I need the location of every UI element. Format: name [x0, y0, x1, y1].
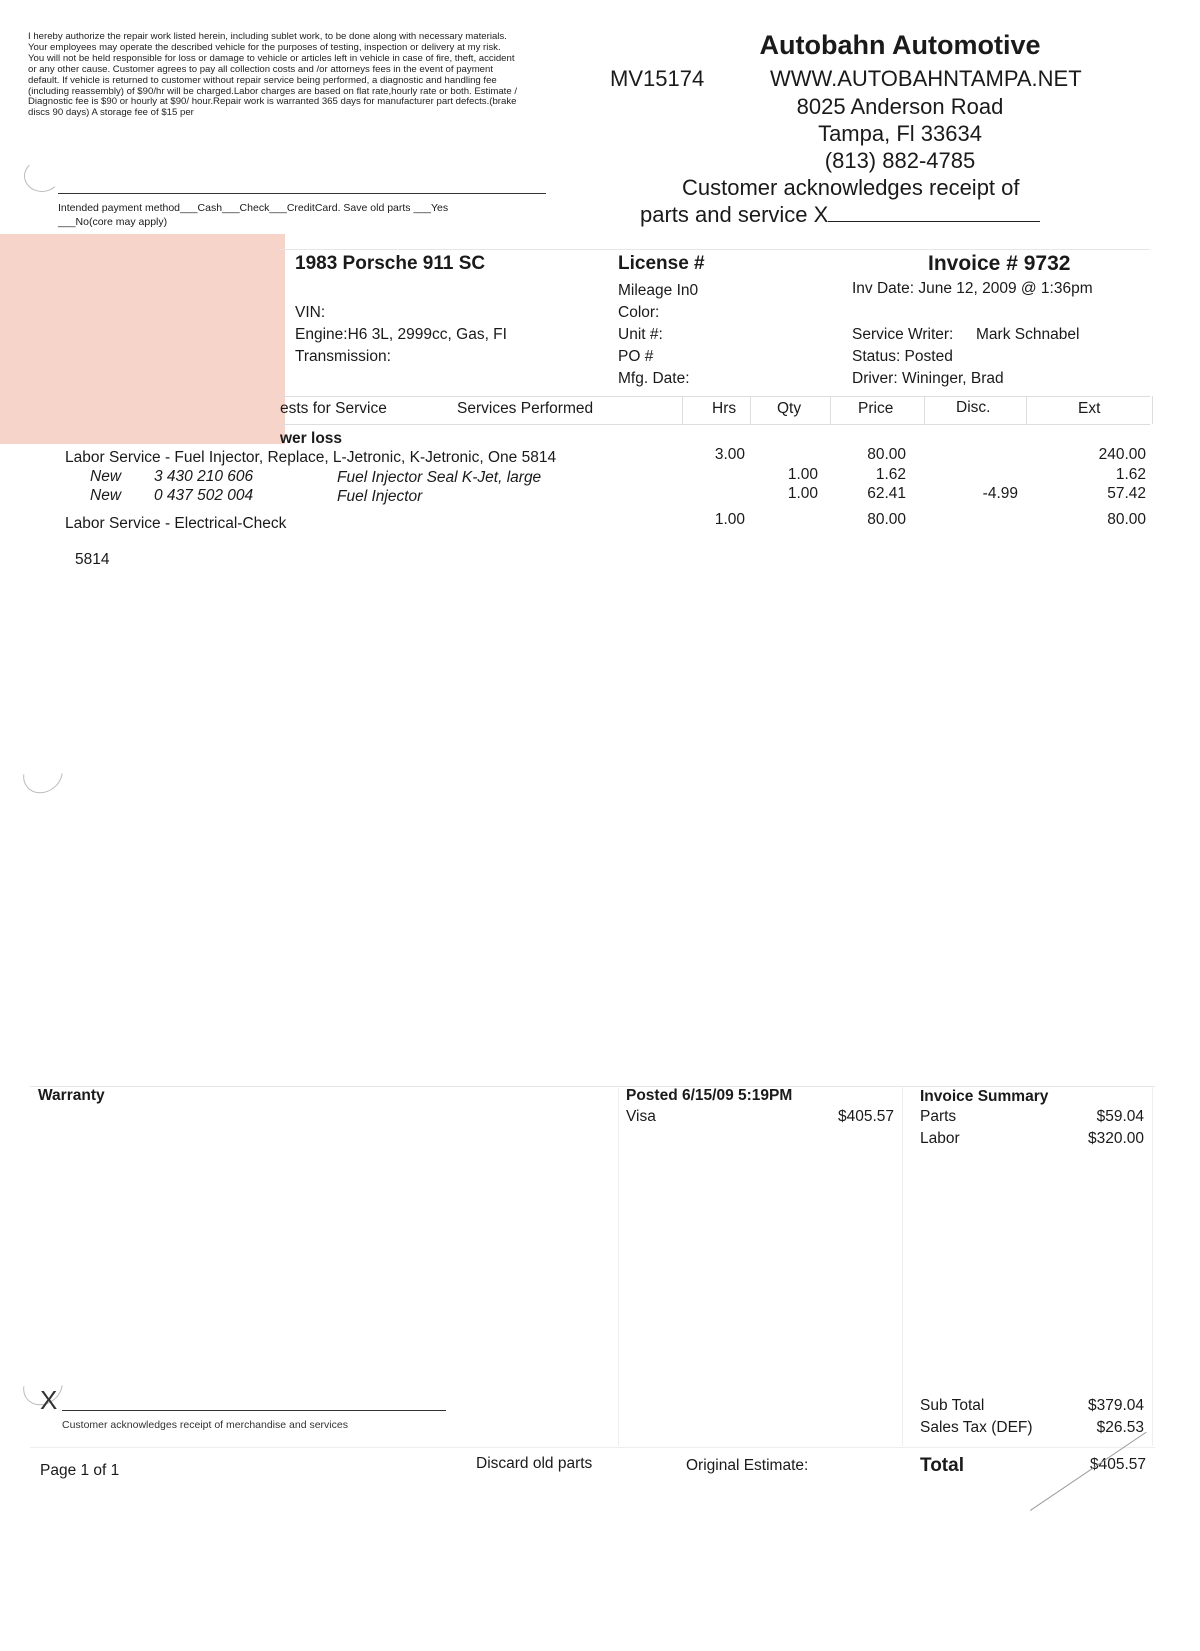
subtotal-label: Sub Total: [920, 1397, 985, 1414]
bottom-rule: [30, 1447, 1155, 1448]
part-qty: 1.00: [787, 485, 818, 502]
part-qty: 1.00: [787, 466, 818, 483]
line-item-price: 80.00: [867, 511, 906, 528]
header-divider: [280, 249, 1150, 250]
warranty-label: Warranty: [38, 1087, 105, 1104]
column-header-bottom-rule: [280, 424, 1150, 425]
discard-old-parts: Discard old parts: [476, 1455, 593, 1472]
part-ext: 57.42: [1107, 485, 1146, 502]
sales-tax-label: Sales Tax (DEF): [920, 1419, 1033, 1436]
redacted-customer-info: [0, 234, 285, 444]
invoice-status: Status: Posted: [852, 348, 953, 365]
request-title: wer loss: [280, 430, 343, 447]
footer-divider: [1152, 1086, 1153, 1446]
unit-label: Unit #:: [618, 326, 663, 343]
part-price: 1.62: [875, 466, 906, 483]
color-label: Color:: [618, 304, 660, 321]
payment-method-section: [58, 201, 558, 229]
parts-value: $59.04: [1096, 1108, 1144, 1125]
qty-header: Qty: [777, 400, 802, 417]
footer-divider: [618, 1086, 619, 1446]
sales-tax-value: $26.53: [1096, 1419, 1144, 1436]
line-item-hrs: 3.00: [714, 446, 745, 463]
footer-top-rule: [30, 1086, 1155, 1087]
labor-value: $320.00: [1087, 1130, 1144, 1147]
shop-website: WWW.AUTOBAHNTAMPA.NET: [770, 66, 1082, 91]
shop-phone: (813) 882-4785: [824, 148, 976, 173]
original-estimate: Original Estimate:: [686, 1457, 809, 1474]
ack-line-1: Customer acknowledges receipt of: [682, 175, 1020, 200]
part-condition: New: [90, 468, 122, 485]
total-value: $405.57: [1089, 1456, 1146, 1473]
part-discount: -4.99: [982, 485, 1018, 502]
part-price: 62.41: [867, 485, 906, 502]
total-label: Total: [920, 1455, 964, 1476]
customer-ack: [640, 174, 1080, 228]
po-label: PO #: [618, 348, 654, 365]
payment-method-line: Intended payment method___Cash___Check___CreditCard. Save old parts ___Yes: [58, 202, 449, 214]
shop-name: Autobahn Automotive: [759, 30, 1041, 60]
binder-hole-mark: [24, 160, 60, 192]
part-condition: New: [90, 487, 122, 504]
column-divider: [924, 396, 925, 424]
part-description: Fuel Injector: [337, 488, 423, 505]
discount-header: Disc.: [956, 399, 991, 416]
driver: Driver: Wininger, Brad: [852, 370, 1004, 387]
column-divider: [830, 396, 831, 424]
line-item-ext: 240.00: [1098, 446, 1146, 463]
payment-type: Visa: [626, 1108, 656, 1125]
part-number: 3 430 210 606: [154, 468, 254, 485]
vin-label: VIN:: [295, 304, 326, 321]
vehicle-name: 1983 Porsche 911 SC: [295, 253, 486, 274]
invoice-date: Inv Date: June 12, 2009 @ 1:36pm: [852, 280, 1093, 297]
note-code: 5814: [75, 551, 110, 568]
column-divider: [1152, 396, 1153, 424]
part-description: Fuel Injector Seal K-Jet, large: [337, 469, 542, 486]
invoice-number: Invoice # 9732: [928, 252, 1071, 275]
authorization-text: I hereby authorize the repair work listed herein, including sublet work, to be done along with necessary materials. Your employees may operate the described vehicle for the purposes of testing, inspection or delivery at my risk. You will not be held responsible for loss or damage to vehicle or articles left in vehicle in case of fire, theft, accident or any other cause. Customer agrees to pay all collection costs and /or attorneys fees in the event of payment default. If vehicle is returned to customer without repair service being performed, a diagnostic and handling fee (including reassembly) of $90/hr will be charged.Labor charges are based on flat rate,hourly rate or both. Estimate / Diagnostic fee is $90 or hourly at $90/ hour.Repair work is warranted 365 days for manufacturer part defects.(brake discs 90 days) A storage fee of $15 per: [28, 31, 518, 119]
parts-label: Parts: [920, 1108, 957, 1125]
service-writer-label: Service Writer:: [852, 326, 954, 343]
license-heading: License #: [618, 253, 705, 274]
ext-header: Ext: [1078, 400, 1101, 417]
part-ext: 1.62: [1115, 466, 1146, 483]
column-header-top-rule: [280, 396, 1150, 397]
mv-number: MV15174: [610, 66, 705, 91]
labor-label: Labor: [920, 1130, 960, 1147]
page-number: Page 1 of 1: [40, 1462, 120, 1479]
services-performed-header: Services Performed: [457, 400, 594, 417]
invoice-summary-heading: Invoice Summary: [920, 1088, 1049, 1105]
merchandise-signature-line: [62, 1410, 446, 1411]
authorization-signature-line: [58, 193, 546, 194]
posted-date: Posted 6/15/09 5:19PM: [626, 1087, 793, 1104]
ack-signature-line: [828, 201, 1040, 222]
binder-hole-mark: [15, 747, 70, 802]
footer-divider: [902, 1086, 903, 1446]
merchandise-ack: Customer acknowledges receipt of merchandise and services: [62, 1419, 348, 1431]
payment-amount: $405.57: [838, 1108, 895, 1125]
column-divider: [1026, 396, 1027, 424]
mileage-in: Mileage In0: [618, 282, 699, 299]
ack-line-2: parts and service X: [640, 202, 829, 227]
line-item-ext: 80.00: [1107, 511, 1146, 528]
requests-for-service-header: ests for Service: [280, 400, 387, 417]
column-divider: [750, 396, 751, 424]
transmission-label: Transmission:: [295, 348, 391, 365]
core-note-line: ___No(core may apply): [58, 216, 168, 228]
column-divider: [682, 396, 683, 424]
part-number: 0 437 502 004: [154, 487, 254, 504]
service-writer-name: Mark Schnabel: [976, 326, 1080, 343]
line-item-desc: Labor Service - Electrical-Check: [65, 515, 287, 532]
engine-spec: Engine:H6 3L, 2999cc, Gas, FI: [295, 326, 507, 343]
line-item-hrs: 1.00: [714, 511, 745, 528]
line-item-price: 80.00: [867, 446, 906, 463]
mfg-date-label: Mfg. Date:: [618, 370, 690, 387]
hrs-header: Hrs: [712, 400, 737, 417]
subtotal-value: $379.04: [1087, 1397, 1144, 1414]
signature-x: X: [40, 1385, 58, 1415]
line-item-desc: Labor Service - Fuel Injector, Replace, L-Jetronic, K-Jetronic, One 5814: [65, 449, 557, 466]
shop-city: Tampa, Fl 33634: [818, 121, 982, 146]
shop-street: 8025 Anderson Road: [796, 94, 1004, 119]
price-header: Price: [858, 400, 894, 417]
